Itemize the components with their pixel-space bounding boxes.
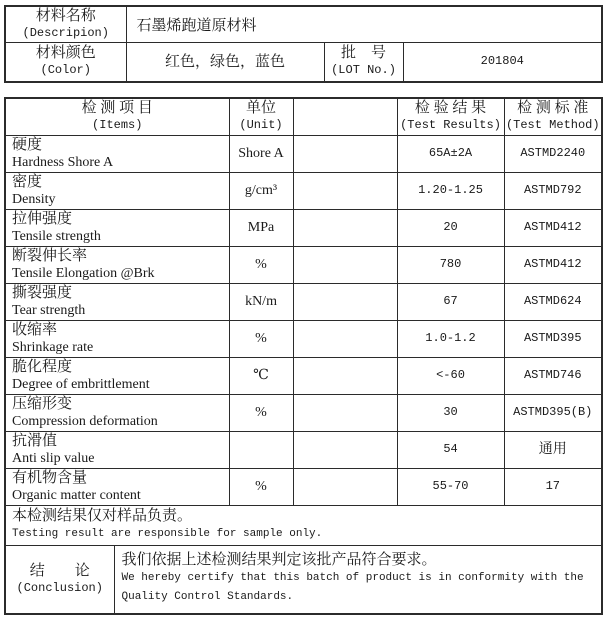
conclusion-label-cn: 结 论 — [29, 562, 90, 579]
unit-cell: MPa — [229, 209, 293, 246]
method-cell: ASTMD412 — [504, 246, 602, 283]
table-row — [5, 431, 602, 468]
header-results-cn: 检 验 结 果 — [414, 100, 487, 117]
blank-cell — [293, 246, 397, 283]
item-name-cn: 密度 — [12, 173, 43, 190]
lot-label-cell — [324, 43, 403, 82]
table-header-row — [5, 98, 602, 135]
blank-cell — [293, 394, 397, 431]
item-name-en: Anti slip value — [12, 450, 95, 466]
blank-cell — [293, 357, 397, 394]
result-cell: 54 — [397, 431, 504, 468]
unit-cell: % — [229, 468, 293, 505]
method-cell: ASTMD792 — [504, 172, 602, 209]
conclusion-label-cell — [5, 545, 114, 614]
table-row — [5, 320, 602, 357]
result-cell: 780 — [397, 246, 504, 283]
result-cell: 1.20-1.25 — [397, 172, 504, 209]
result-cell: 20 — [397, 209, 504, 246]
notes-text-cn: 本检测结果仅对样品负责。 — [12, 507, 193, 524]
blank-cell — [293, 283, 397, 320]
header-unit-en: (Unit) — [239, 118, 283, 133]
unit-cell: kN/m — [229, 283, 293, 320]
unit-cell: g/cm³ — [229, 172, 293, 209]
item-cell — [5, 320, 229, 357]
result-cell: <-60 — [397, 357, 504, 394]
item-name-cn: 硬度 — [12, 136, 43, 153]
item-name-cn: 脆化程度 — [12, 358, 73, 375]
result-cell: 30 — [397, 394, 504, 431]
table-row — [5, 357, 602, 394]
conclusion-label-en: (Conclusion) — [16, 580, 103, 595]
material-color-label-cell — [5, 43, 126, 82]
material-color-label-cn: 材料颜色 — [35, 45, 96, 62]
result-cell: 65A±2A — [397, 135, 504, 172]
item-name-en: Tear strength — [12, 302, 86, 318]
header-results-en: (Test Results) — [400, 118, 501, 133]
item-cell — [5, 394, 229, 431]
result-cell: 55-70 — [397, 468, 504, 505]
conclusion-row — [5, 545, 602, 614]
header-results-cell — [397, 98, 504, 135]
blank-cell — [293, 320, 397, 357]
lot-label-cn: 批 号 — [340, 45, 386, 62]
method-cell: 通用 — [504, 431, 602, 468]
unit-cell: % — [229, 394, 293, 431]
item-name-cn: 抗滑值 — [12, 432, 58, 449]
test-results-table — [4, 97, 603, 615]
method-cell: ASTMD746 — [504, 357, 602, 394]
header-items-cn: 检 测 项 目 — [81, 100, 153, 117]
header-unit-cell — [229, 98, 293, 135]
item-name-cn: 撕裂强度 — [12, 284, 73, 301]
notes-text-en: Testing result are responsible for sample only. — [12, 527, 323, 540]
item-cell — [5, 135, 229, 172]
header-blank-cell — [293, 98, 397, 135]
table-row — [5, 6, 602, 43]
header-items-cell — [5, 98, 229, 135]
material-color-value: 红色，绿色，蓝色 — [126, 43, 324, 82]
item-cell — [5, 468, 229, 505]
blank-cell — [293, 172, 397, 209]
method-cell: ASTMD412 — [504, 209, 602, 246]
material-name-value-cell — [126, 6, 602, 43]
item-name-en: Tensile Elongation @Brk — [12, 265, 155, 281]
material-name-label-cell — [5, 6, 126, 43]
item-name-cn: 有机物含量 — [12, 469, 88, 486]
table-row — [5, 246, 602, 283]
header-method-cn: 检 测 标 准 — [517, 100, 589, 117]
method-cell: ASTMD2240 — [504, 135, 602, 172]
item-name-en: Degree of embrittlement — [12, 376, 150, 392]
item-cell — [5, 246, 229, 283]
result-cell: 67 — [397, 283, 504, 320]
material-color-label-en: (Color) — [40, 63, 91, 78]
item-name-cn: 拉伸强度 — [12, 210, 73, 227]
item-name-cn: 压缩形变 — [12, 395, 73, 412]
item-name-en: Tensile strength — [12, 228, 101, 244]
unit-cell — [229, 431, 293, 468]
material-name-label-en: (Descripion) — [22, 26, 109, 40]
unit-cell: ℃ — [229, 357, 293, 394]
blank-cell — [293, 209, 397, 246]
blank-cell — [293, 468, 397, 505]
blank-cell — [293, 135, 397, 172]
header-items-en: (Items) — [92, 118, 143, 133]
unit-cell: Shore A — [229, 135, 293, 172]
conclusion-text-cell — [114, 545, 602, 614]
table-row — [5, 172, 602, 209]
lot-label-en: (LOT No.) — [331, 63, 396, 78]
notes-cell — [5, 505, 602, 545]
unit-cell: % — [229, 246, 293, 283]
table-row — [5, 135, 602, 172]
material-name-value: 石墨烯跑道原材料 — [136, 18, 257, 34]
item-name-en: Compression deformation — [12, 413, 158, 429]
table-row — [5, 468, 602, 505]
table-row — [5, 43, 602, 82]
item-name-cn: 收缩率 — [12, 321, 58, 338]
table-row — [5, 283, 602, 320]
header-method-en: (Test Method) — [505, 118, 600, 133]
material-info-table — [4, 5, 603, 83]
material-name-label-cn: 材料名称 — [35, 8, 96, 24]
table-row — [5, 209, 602, 246]
item-cell — [5, 172, 229, 209]
method-cell: ASTMD395(B) — [504, 394, 602, 431]
header-unit-cn: 单位 — [246, 100, 277, 117]
notes-row — [5, 505, 602, 545]
item-cell — [5, 431, 229, 468]
conclusion-text-cn: 我们依据上述检测结果判定该批产品符合要求。 — [121, 552, 437, 569]
lot-number-value: 201804 — [403, 43, 602, 82]
item-name-en: Shrinkage rate — [12, 339, 94, 355]
item-cell — [5, 357, 229, 394]
item-name-en: Hardness Shore A — [12, 154, 114, 170]
item-name-en: Organic matter content — [12, 487, 141, 503]
unit-cell: % — [229, 320, 293, 357]
method-cell: 17 — [504, 468, 602, 505]
blank-cell — [293, 431, 397, 468]
method-cell: ASTMD395 — [504, 320, 602, 357]
conclusion-text-en: We hereby certify that this batch of product is in conformity with the Quality Control Standards. — [121, 572, 584, 604]
result-cell: 1.0-1.2 — [397, 320, 504, 357]
item-name-cn: 断裂伸长率 — [12, 247, 88, 264]
method-cell: ASTMD624 — [504, 283, 602, 320]
item-cell — [5, 283, 229, 320]
item-cell — [5, 209, 229, 246]
table-row — [5, 394, 602, 431]
header-method-cell — [504, 98, 602, 135]
item-name-en: Density — [12, 191, 56, 207]
